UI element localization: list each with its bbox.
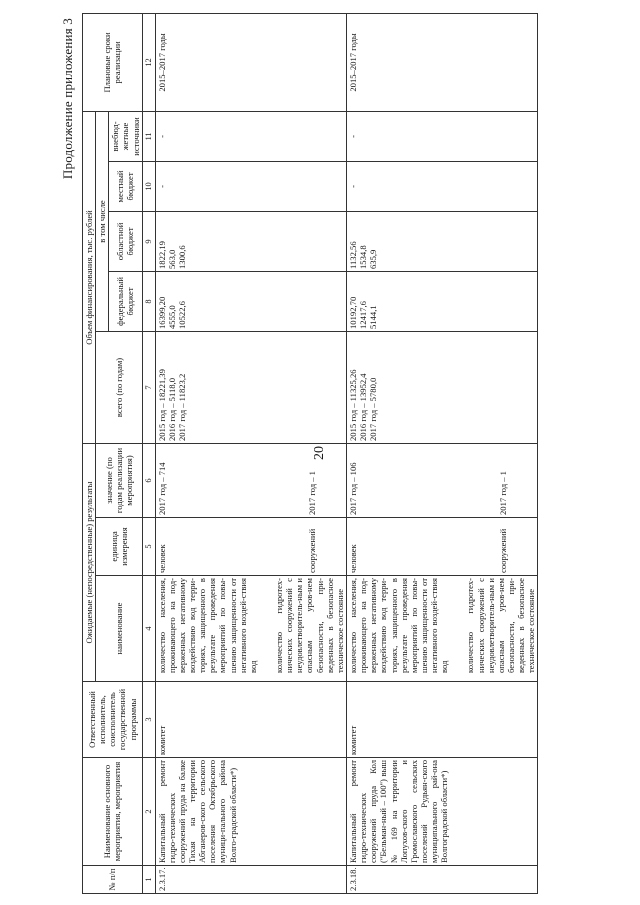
table-row bbox=[155, 13, 346, 893]
header-funding: Объем финансирования, тыс. рублей bbox=[83, 111, 96, 443]
result-1-name: количество населения, проживающего на под-верженных негативному воздействию вод терри-ториях, защищенного в результате проведения мероприятий по повы-шению защищенности от негативного воздей-ствия вод bbox=[348, 578, 450, 673]
federal-2017: 10522,6 bbox=[176, 301, 187, 329]
row-local: - bbox=[347, 161, 538, 211]
result-2-unit: сооружений bbox=[306, 528, 317, 573]
result-1-unit: человек bbox=[348, 544, 358, 573]
row-values bbox=[155, 443, 346, 517]
row-regional bbox=[347, 211, 538, 271]
result-1-name: количество населения, проживающего на под-верженных негативному воздействию вод терри-ториях, защищенного в результате проведения мероприятий по повы-шению защищенности от негативного воздей-ствия вод bbox=[156, 578, 258, 673]
col-number: 10 bbox=[142, 161, 155, 211]
header-local: местный бюджет bbox=[109, 161, 142, 211]
header-name: Наименование основного мероприятия, мероприятия bbox=[83, 758, 143, 866]
col-number: 4 bbox=[142, 576, 155, 682]
header-total: всего (по годам) bbox=[96, 331, 143, 443]
header-responsible: Ответственный исполнитель, соисполнитель государственной программы bbox=[83, 682, 143, 758]
row-number: 2.3.18. bbox=[347, 866, 538, 894]
col-number: 12 bbox=[142, 13, 155, 111]
col-number: 3 bbox=[142, 682, 155, 758]
row-results bbox=[347, 576, 538, 682]
col-number: 9 bbox=[142, 211, 155, 271]
regional-2017: 635,9 bbox=[368, 249, 379, 269]
row-number: 2.3.17. bbox=[155, 866, 346, 894]
header-num: № п/п bbox=[83, 866, 143, 894]
result-2-name: количество гидротех-нических сооружений с неудовлетворитель-ным и опасным уров-нем безопасности, при-веденных в безопасное техническое состояние bbox=[274, 578, 345, 673]
result-1-unit: человек bbox=[156, 544, 167, 573]
result-1-value: 2017 год – 106 bbox=[348, 462, 358, 515]
row-values bbox=[347, 443, 538, 517]
col-number: 2 bbox=[142, 758, 155, 866]
column-number-row bbox=[142, 13, 155, 893]
federal-2015: 16399,20 bbox=[156, 296, 167, 329]
row-regional bbox=[155, 211, 346, 271]
header-result-name: наименование bbox=[96, 576, 143, 682]
row-results bbox=[155, 576, 346, 682]
row-responsible: комитет bbox=[347, 682, 538, 758]
continuation-caption: Продолжение приложения 3 bbox=[60, 18, 75, 180]
rotated-page-content bbox=[60, 14, 590, 894]
col-number: 6 bbox=[142, 443, 155, 517]
row-terms: 2015–2017 годы bbox=[347, 13, 538, 111]
header-result-unit: единица измерения bbox=[96, 518, 143, 576]
total-2016: 2016 год – 13952,4 bbox=[358, 373, 369, 441]
row-local: - bbox=[155, 161, 346, 211]
federal-2016: 4555,0 bbox=[166, 305, 177, 329]
federal-2015: 10192,70 bbox=[348, 296, 358, 329]
program-table bbox=[82, 13, 538, 894]
col-number: 5 bbox=[142, 518, 155, 576]
result-2-name: количество гидротех-нических сооружений с неудовлетворитель-ным и опасным уров-нем безопасности, при-веденных в безопасное техническое состояние bbox=[465, 578, 537, 673]
total-2015: 2015 год – 18221,39 bbox=[156, 369, 167, 441]
row-terms: 2015–2017 годы bbox=[155, 13, 346, 111]
total-2015: 2015 год – 11325,26 bbox=[348, 369, 358, 441]
row-units bbox=[347, 518, 538, 576]
header-terms: Плановые сроки реализации bbox=[83, 13, 143, 111]
table-row bbox=[347, 13, 538, 893]
federal-2016: 12417,6 bbox=[358, 301, 369, 329]
result-1-value: 2017 год – 714 bbox=[156, 462, 167, 515]
header-result-value: значение (по годам реализации мероприятия) bbox=[96, 443, 143, 517]
header-extrabudget: внебюд-жетные источники bbox=[109, 111, 142, 161]
row-extrabudget: - bbox=[155, 111, 346, 161]
result-2-value: 2017 год – 1 bbox=[306, 471, 317, 515]
regional-2015: 1132,56 bbox=[348, 241, 358, 269]
regional-2017: 1300,6 bbox=[176, 245, 187, 269]
header-regional: областной бюджет bbox=[109, 211, 142, 271]
col-number: 11 bbox=[142, 111, 155, 161]
col-number: 1 bbox=[142, 866, 155, 894]
row-name: Капитальный ремонт гидро-технических сооружений пруда Кол ("Бельман-ный – 100") выш № 169 на территории Лопухов-ского и Громославского сельских поселений Рудьян-ского муниципального рай-она Волгоградской области*) bbox=[347, 758, 538, 866]
row-extrabudget: - bbox=[347, 111, 538, 161]
col-number: 8 bbox=[142, 271, 155, 331]
result-2-value: 2017 год – 1 bbox=[498, 471, 509, 515]
header-including: в том числе bbox=[96, 111, 109, 331]
total-2017: 2017 год – 11823,2 bbox=[176, 373, 187, 441]
total-2017: 2017 год – 5780,0 bbox=[368, 377, 379, 441]
header-expected-results: Ожидаемые (непосредственные) результаты bbox=[83, 443, 96, 681]
regional-2016: 563,0 bbox=[166, 249, 177, 269]
result-2-unit: сооружений bbox=[498, 528, 509, 573]
header-row-1 bbox=[83, 13, 96, 893]
row-total bbox=[347, 331, 538, 443]
federal-2017: 5144,1 bbox=[368, 305, 379, 329]
row-federal bbox=[347, 271, 538, 331]
regional-2016: 1534,8 bbox=[358, 245, 369, 269]
row-federal bbox=[155, 271, 346, 331]
page-number: 20 bbox=[312, 446, 327, 460]
row-units bbox=[155, 518, 346, 576]
total-2016: 2016 год – 5118,0 bbox=[166, 378, 177, 441]
row-name: Капитальный ремонт гидро-технических сооружений пруда на балке Тихая на территории Абганеров-ского сельского поселения Октябрьского муници-пального района Волго-градской области*) bbox=[155, 758, 346, 866]
row-total bbox=[155, 331, 346, 443]
row-responsible: комитет bbox=[155, 682, 346, 758]
col-number: 7 bbox=[142, 331, 155, 443]
header-federal: федеральный бюджет bbox=[109, 271, 142, 331]
regional-2015: 1822,19 bbox=[156, 241, 167, 269]
